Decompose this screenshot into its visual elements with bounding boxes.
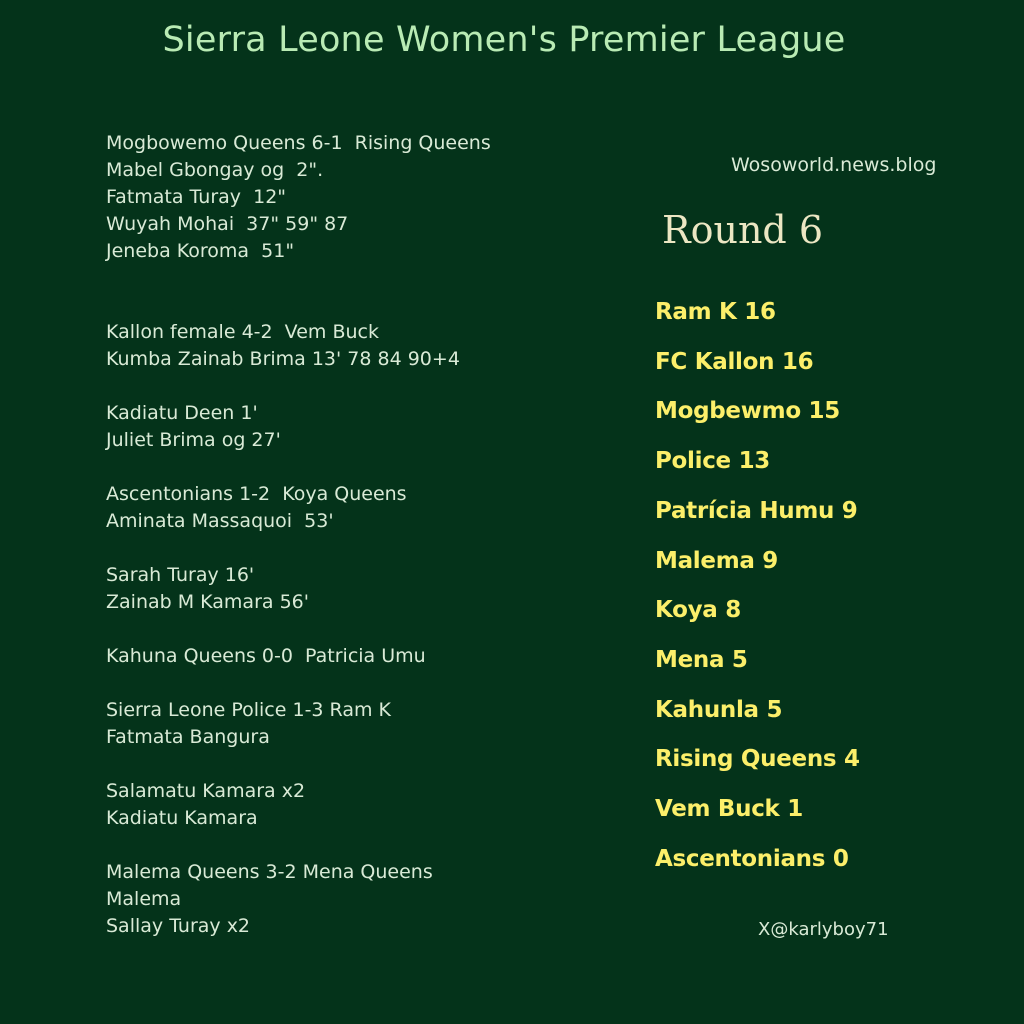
result-line: Kadiatu Deen 1': [106, 402, 258, 424]
result-line: Jeneba Koroma 51": [106, 240, 295, 262]
standings-row: Ram K 16: [655, 299, 776, 325]
result-block: [106, 643, 606, 670]
standings-row: Koya 8: [655, 597, 741, 624]
result-line: Zainab M Kamara 56': [106, 591, 309, 613]
standings-row: Rising Queens 4: [655, 746, 860, 773]
result-line: Malema: [106, 888, 182, 910]
result-line: Malema Queens 3-2 Mena Queens: [106, 861, 433, 883]
result-line: Mabel Gbongay og 2".: [106, 159, 324, 181]
result-block: [106, 400, 606, 454]
round-heading: Round 6: [662, 208, 824, 252]
result-line: Sallay Turay x2: [106, 915, 251, 937]
match-results: [106, 130, 606, 967]
result-block: [106, 562, 606, 616]
result-line: Aminata Massaquoi 53': [106, 510, 334, 532]
result-line: Juliet Brima og 27': [106, 429, 281, 451]
standings-row: Mena 5: [655, 646, 748, 673]
result-block: [106, 130, 606, 265]
standings-row: Police 13: [655, 448, 770, 475]
result-line: Kahuna Queens 0-0 Patricia Umu: [106, 645, 426, 667]
standings-row: Ascentonians 0: [655, 845, 849, 872]
standings-row: Vem Buck 1: [655, 796, 803, 823]
author-handle: X@karlyboy71: [758, 919, 889, 940]
result-line: Kadiatu Kamara: [106, 807, 258, 829]
result-block: [106, 778, 606, 832]
result-block: [106, 481, 606, 535]
standings-row: Kahunla 5: [655, 696, 783, 723]
result-line: Ascentonians 1-2 Koya Queens: [106, 483, 407, 505]
result-line: Fatmata Bangura: [106, 726, 270, 748]
result-line: Kallon female 4-2 Vem Buck: [106, 321, 379, 343]
result-line: Salamatu Kamara x2: [106, 780, 306, 802]
result-block: [106, 697, 606, 751]
result-line: Wuyah Mohai 37" 59" 87: [106, 213, 349, 235]
site-url: Wosoworld.news.blog: [731, 154, 937, 176]
standings-row: Malema 9: [655, 547, 778, 574]
result-block: [106, 859, 606, 940]
standings-row: FC Kallon 16: [655, 348, 814, 375]
standings-row: Patrícia Humu 9: [655, 497, 858, 524]
standings-row: Mogbewmo 15: [655, 398, 840, 425]
result-line: Mogbowemo Queens 6-1 Rising Queens: [106, 132, 491, 154]
standings-table: [655, 288, 860, 884]
result-line: Kumba Zainab Brima 13' 78 84 90+4: [106, 348, 460, 370]
result-line: Fatmata Turay 12": [106, 186, 287, 208]
page-title: Sierra Leone Women's Premier League: [162, 20, 846, 60]
result-line: Sierra Leone Police 1-3 Ram K: [106, 699, 391, 721]
result-block: [106, 319, 606, 373]
result-line: Sarah Turay 16': [106, 564, 255, 586]
